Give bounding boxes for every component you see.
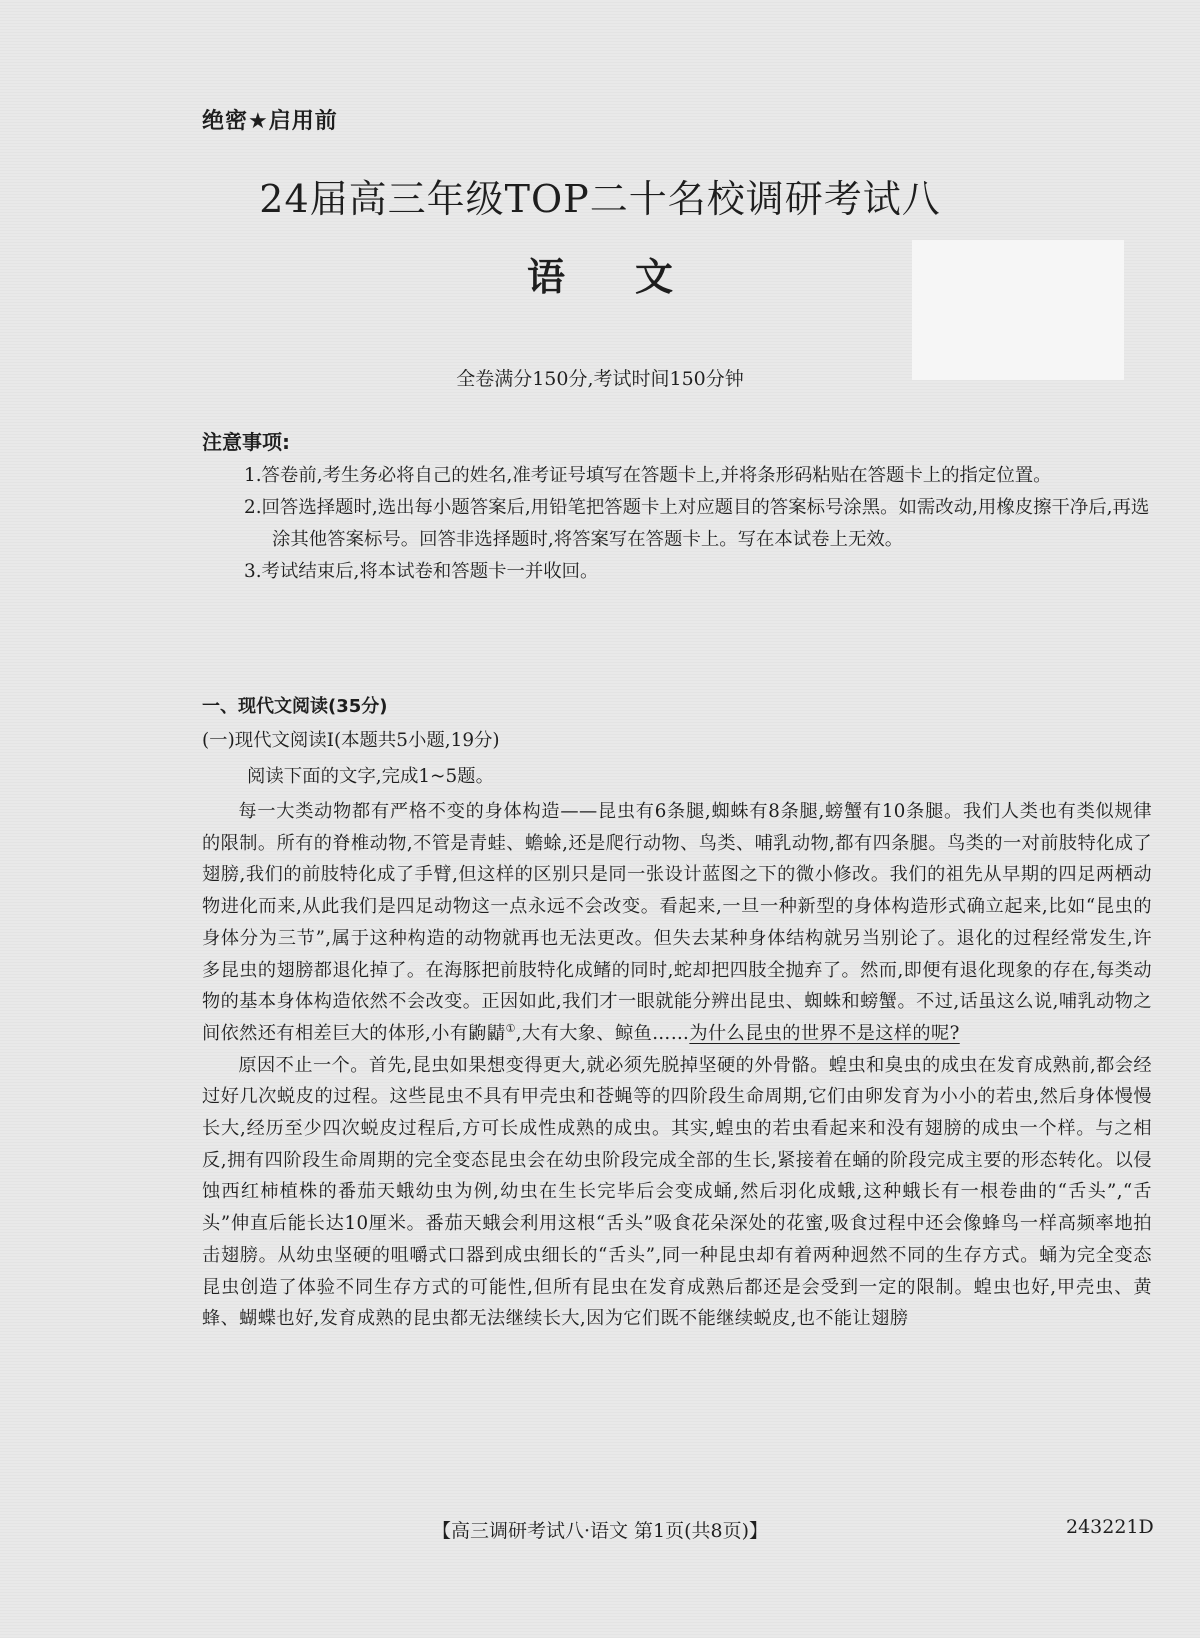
notice-list <box>244 460 1152 588</box>
notice-item: 3.考试结束后,将本试卷和答题卡一并收回。 <box>244 561 599 582</box>
redacted-box <box>912 240 1124 380</box>
passage-text: ,大有大象、鲸鱼…… <box>515 1022 690 1044</box>
notice-item: 2.回答选择题时,选出每小题答案后,用铅笔把答题卡上对应题目的答案标号涂黑。如需改动,用橡皮擦干净后,再选涂其他答案标号。回答非选择题时,将答案写在答题卡上。写在本试卷上无效。 <box>244 497 1150 550</box>
reading-passage <box>202 796 1152 1335</box>
exam-title: 24届高三年级TOP二十名校调研考试八 <box>259 177 941 221</box>
underlined-question: 为什么昆虫的世界不是这样的呢? <box>689 1022 960 1044</box>
exam-info: 全卷满分150分,考试时间150分钟 <box>456 368 744 390</box>
notice-item: 1.答卷前,考生务必将自己的姓名,准考证号填写在答题卡上,并将条形码粘贴在答题卡上的指定位置。 <box>244 465 1052 486</box>
subject-title: 语文 <box>526 255 743 299</box>
paper-code: 243221D <box>1066 1516 1154 1538</box>
secret-label: 绝密★启用前 <box>202 109 338 134</box>
page-footer: 【高三调研考试八·语文 第1页(共8页)】 <box>431 1520 769 1542</box>
notice-heading: 注意事项: <box>202 430 290 454</box>
section-title: 一、现代文阅读(35分) <box>202 696 388 717</box>
passage-paragraph-2: 原因不止一个。首先,昆虫如果想变得更大,就必须先脱掉坚硬的外骨骼。蝗虫和臭虫的成虫在发育成熟前,都会经过好几次蜕皮的过程。这些昆虫不具有甲壳虫和苍蝇等的四阶段生命周期,它们由卵发育为小小的若虫,然后身体慢慢长大,经历至少四次蜕皮过程后,方可长成性成熟的成虫。其实,蝗虫的若虫看起来和没有翅膀的成虫一个样。与之相反,拥有四阶段生命周期的完全变态昆虫会在幼虫阶段完成全部的生长,紧接着在蛹的阶段完成主要的形态转化。以侵蚀西红柿植株的番茄天蛾幼虫为例,幼虫在生长完毕后会变成蛹,然后羽化成蛾,这种蛾长有一根卷曲的“舌头”,“舌头”伸直后能长达10厘米。番茄天蛾会利用这根“舌头”吸食花朵深处的花蜜,吸食过程中还会像蜂鸟一样高频率地拍击翅膀。从幼虫坚硬的咀嚼式口器到成虫细长的“舌头”,同一种昆虫却有着两种迥然不同的生存方式。蛹为完全变态昆虫创造了体验不同生存方式的可能性,但所有昆虫在发育成熟后都还是会受到一定的限制。蝗虫也好,甲壳虫、黄蜂、蝴蝶也好,发育成熟的昆虫都无法继续长大,因为它们既不能继续蜕皮,也不能让翅膀 <box>202 1054 1152 1330</box>
passage-text: 每一大类动物都有严格不变的身体构造——昆虫有6条腿,蜘蛛有8条腿,螃蟹有10条腿。我们人类也有类似规律的限制。所有的脊椎动物,不管是青蛙、蟾蜍,还是爬行动物、鸟类、哺乳动物,都有四条腿。鸟类的一对前肢特化成了翅膀,我们的前肢特化成了手臂,但这样的区别只是同一张设计蓝图之下的微小修改。我们的祖先从早期的四足两栖动物进化而来,从此我们是四足动物这一点永远不会改变。看起来,一旦一种新型的身体构造形式确立起来,比如“昆虫的身体分为三节”,属于这种构造的动物就再也无法更改。但失去某种身体结构就另当别论了。退化的过程经常发生,许多昆虫的翅膀都退化掉了。在海豚把前肢特化成鳍的同时,蛇却把四肢全抛弃了。然而,即便有退化现象的存在,每类动物的基本身体构造依然不会改变。正因如此,我们才一眼就能分辨出昆虫、蜘蛛和螃蟹。不过,话虽这么说,哺乳动物之间依然还有相差巨大的体形,小有鼩鼱 <box>202 801 1152 1044</box>
reading-instruction: 阅读下面的文字,完成1~5题。 <box>247 766 494 787</box>
subsection-title: (一)现代文阅读Ⅰ(本题共5小题,19分) <box>202 730 500 751</box>
footnote-marker: ① <box>505 1021 516 1035</box>
passage-paragraph-1 <box>202 796 1152 1050</box>
